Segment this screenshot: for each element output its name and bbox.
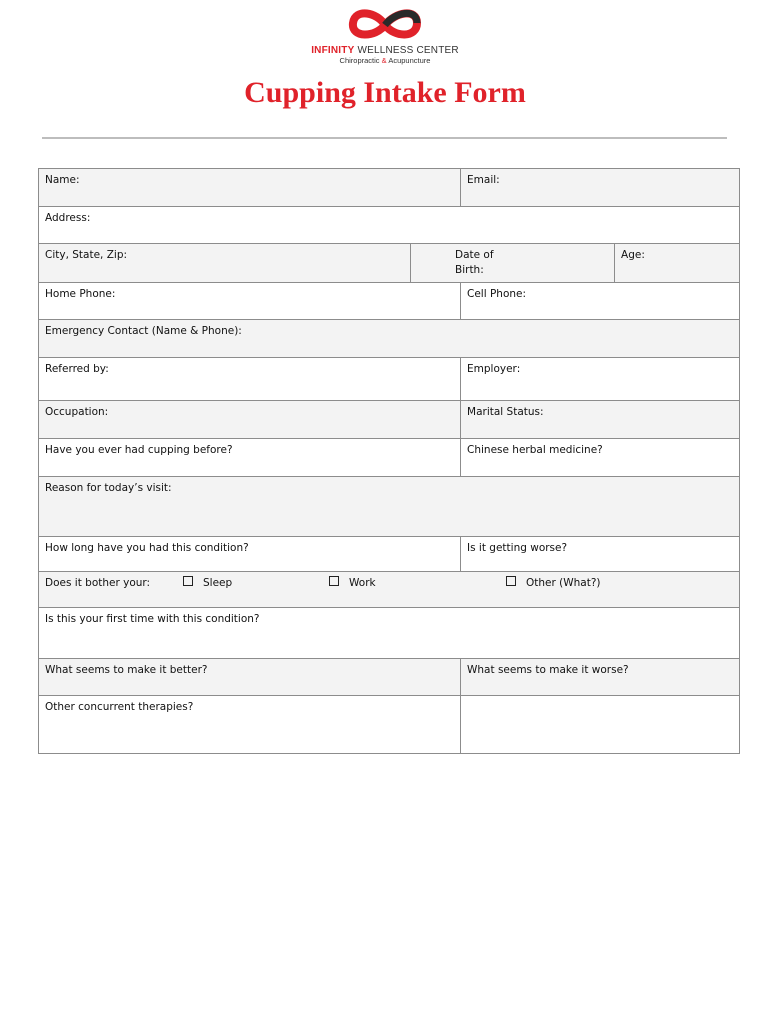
- dob-field[interactable]: [411, 244, 615, 283]
- marital-status-label: Marital Status:: [467, 406, 544, 418]
- address-field[interactable]: [39, 207, 740, 244]
- employer-field[interactable]: [461, 358, 740, 401]
- getting-worse-field[interactable]: [461, 537, 740, 572]
- checkbox-icon[interactable]: [329, 576, 339, 586]
- name-field[interactable]: [39, 169, 461, 207]
- email-field[interactable]: [461, 169, 740, 207]
- logo-brand: [0, 45, 770, 56]
- cell-phone-label: Cell Phone:: [467, 288, 527, 300]
- occupation-label: Occupation:: [45, 406, 109, 418]
- bother-option-work-label: Work: [349, 577, 376, 589]
- herbal-medicine-label: Chinese herbal medicine?: [467, 444, 603, 456]
- how-long-label: How long have you had this condition?: [45, 542, 249, 554]
- bother-option-other-label: Other (What?): [526, 577, 601, 589]
- logo-sub-b: Acupuncture: [388, 56, 431, 65]
- first-time-label: Is this your first time with this condition?: [45, 613, 260, 625]
- emergency-contact-label: Emergency Contact (Name & Phone):: [45, 325, 242, 337]
- logo-brand-rest: WELLNESS CENTER: [357, 45, 459, 56]
- city-state-zip-label: City, State, Zip:: [45, 249, 128, 261]
- dob-label-line2: Birth:: [455, 264, 484, 276]
- employer-label: Employer:: [467, 363, 521, 375]
- bother-label: Does it bother your:: [45, 577, 151, 589]
- logo: [0, 6, 770, 65]
- concurrent-therapies-blank[interactable]: [461, 696, 740, 754]
- logo-subtitle: [0, 56, 770, 65]
- referred-by-label: Referred by:: [45, 363, 109, 375]
- infinity-icon: [347, 6, 423, 44]
- bother-option-sleep[interactable]: [183, 576, 232, 591]
- intake-form: [38, 168, 740, 754]
- bother-option-other[interactable]: [506, 576, 601, 591]
- page-title: Cupping Intake Form: [244, 76, 526, 109]
- logo-sub-amp: &: [381, 56, 387, 65]
- worse-label: What seems to make it worse?: [467, 664, 629, 676]
- emergency-contact-field[interactable]: [39, 320, 740, 358]
- dob-label-line1: Date of: [455, 249, 494, 261]
- herbal-medicine-field[interactable]: [461, 439, 740, 477]
- better-label: What seems to make it better?: [45, 664, 208, 676]
- marital-status-field[interactable]: [461, 401, 740, 439]
- worse-field[interactable]: [461, 659, 740, 696]
- divider: [42, 137, 727, 139]
- checkbox-icon[interactable]: [183, 576, 193, 586]
- city-state-zip-field[interactable]: [39, 244, 411, 283]
- checkbox-icon[interactable]: [506, 576, 516, 586]
- email-label: Email:: [467, 174, 500, 186]
- occupation-field[interactable]: [39, 401, 461, 439]
- age-field[interactable]: [615, 244, 740, 283]
- how-long-field[interactable]: [39, 537, 461, 572]
- bother-row: [39, 572, 740, 608]
- referred-by-field[interactable]: [39, 358, 461, 401]
- bother-option-work[interactable]: [329, 576, 376, 591]
- logo-sub-a: Chiropractic: [339, 56, 380, 65]
- cupping-before-label: Have you ever had cupping before?: [45, 444, 233, 456]
- name-label: Name:: [45, 174, 80, 186]
- concurrent-therapies-field[interactable]: [39, 696, 461, 754]
- home-phone-field[interactable]: [39, 283, 461, 320]
- home-phone-label: Home Phone:: [45, 288, 116, 300]
- cupping-before-field[interactable]: [39, 439, 461, 477]
- reason-visit-field[interactable]: [39, 477, 740, 537]
- better-field[interactable]: [39, 659, 461, 696]
- getting-worse-label: Is it getting worse?: [467, 542, 568, 554]
- bother-option-sleep-label: Sleep: [203, 577, 233, 589]
- cell-phone-field[interactable]: [461, 283, 740, 320]
- age-label: Age:: [621, 249, 645, 261]
- reason-visit-label: Reason for today’s visit:: [45, 482, 172, 494]
- address-label: Address:: [45, 212, 91, 224]
- first-time-field[interactable]: [39, 608, 740, 659]
- concurrent-therapies-label: Other concurrent therapies?: [45, 701, 194, 713]
- logo-brand-red: INFINITY: [311, 45, 355, 56]
